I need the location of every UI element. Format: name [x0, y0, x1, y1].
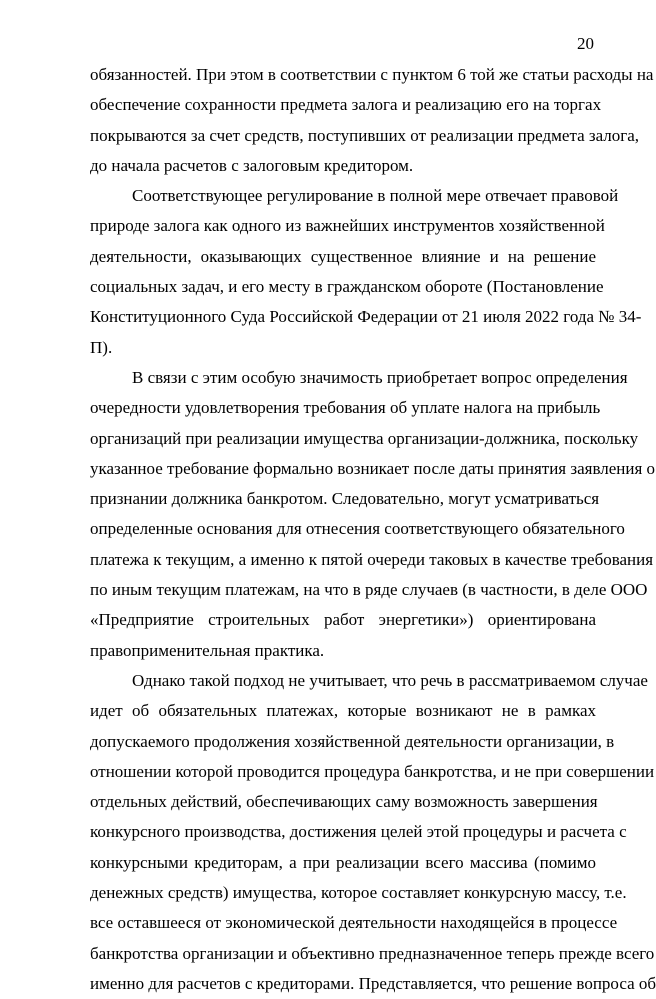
- text-line: платежа к текущим, а именно к пятой очереди таковых в качестве требования: [90, 549, 654, 569]
- text-line: Однако такой подход не учитывает, что речь в рассматриваемом случае: [132, 670, 648, 690]
- text-line: очередности удовлетворения требования об уплате налога на прибыль: [90, 398, 601, 418]
- text-line: указанное требование формально возникает после даты принятия заявления о: [90, 458, 656, 478]
- text-line: до начала расчетов с залоговым кредитором.: [90, 155, 414, 175]
- text-line: Конституционного Суда Российской Федерации от 21 июля 2022 года № 34-: [90, 307, 642, 327]
- text-line: отношении которой проводится процедура банкротства, и не при совершении: [90, 761, 655, 781]
- text-line: природе залога как одного из важнейших инструментов хозяйственной: [90, 216, 605, 236]
- text-line: В связи с этим особую значимость приобретает вопрос определения: [132, 367, 628, 387]
- text-line: идет об обязательных платежах, которые возникают не в рамках: [90, 701, 596, 721]
- text-line: обязанностей. При этом в соответствии с пунктом 6 той же статьи расходы на: [90, 65, 654, 84]
- text-line: по иным текущим платежам, на что в ряде случаев (в частности, в деле ООО: [90, 580, 648, 600]
- text-line: обеспечение сохранности предмета залога и реализацию его на торгах: [90, 95, 602, 115]
- text-line: именно для расчетов с кредиторами. Представляется, что решение вопроса об: [90, 973, 656, 993]
- text-line: все оставшееся от экономической деятельности находящейся в процессе: [90, 913, 618, 933]
- text-line: конкурсного производства, достижения целей этой процедуры и расчета с: [90, 822, 627, 842]
- text-line: отдельных действий, обеспечивающих саму возможность завершения: [90, 792, 598, 812]
- text-line: Соответствующее регулирование в полной мере отвечает правовой: [132, 186, 619, 206]
- text-line: П).: [90, 337, 113, 357]
- text-line: правоприменительная практика.: [90, 640, 325, 660]
- text-line: социальных задач, и его месту в гражданском обороте (Постановление: [90, 277, 604, 297]
- text-line: деятельности, оказывающих существенное влияние и на решение: [90, 246, 596, 266]
- text-line: денежных средств) имущества, которое составляет конкурсную массу, т.е.: [90, 883, 627, 903]
- text-line: банкротства организации и объективно предназначенное теперь прежде всего: [90, 943, 655, 963]
- text-line: допускаемого продолжения хозяйственной деятельности организации, в: [90, 731, 615, 751]
- text-line: признании должника банкротом. Следовательно, могут усматриваться: [90, 489, 600, 509]
- text-line: определенные основания для отнесения соответствующего обязательного: [90, 519, 625, 539]
- text-line: покрываются за счет средств, поступивших от реализации предмета залога,: [90, 125, 640, 145]
- text-line: «Предприятие строительных работ энергетики») ориентирована: [90, 610, 596, 630]
- text-line: конкурсными кредиторам, а при реализации всего массива (помимо: [90, 852, 596, 872]
- page-number: 20: [577, 34, 594, 53]
- text-line: организаций при реализации имущества организации-должника, поскольку: [90, 428, 639, 448]
- document-body: [90, 60, 656, 999]
